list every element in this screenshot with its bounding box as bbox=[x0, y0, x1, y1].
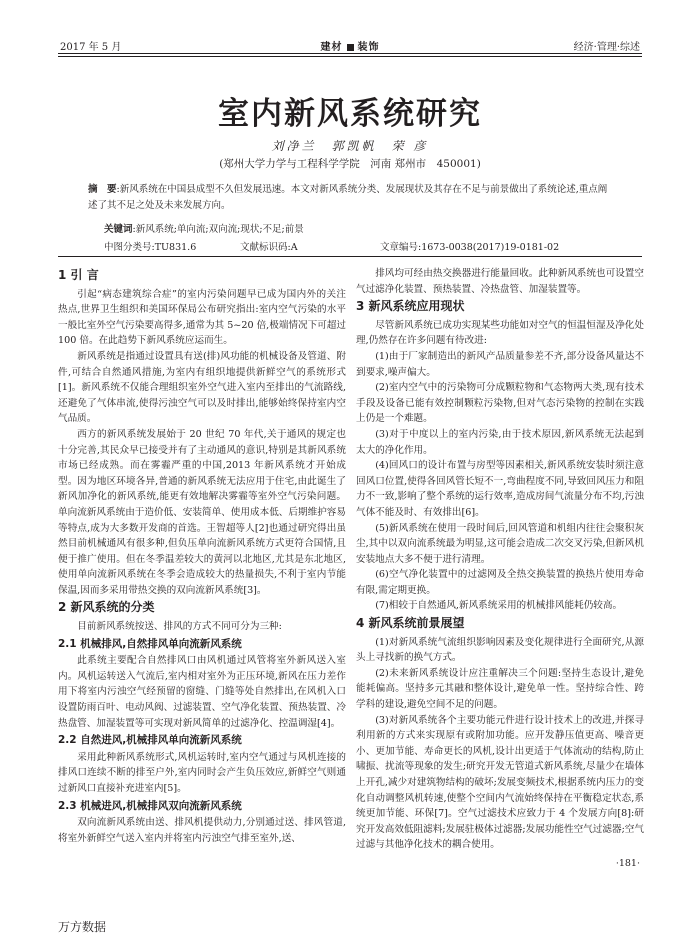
authors: 刘净兰 郭凯帆 荣 彦 bbox=[271, 139, 429, 153]
section-2-1-heading: 2.1 机械排风,自然排风单向流新风系统 bbox=[58, 637, 242, 650]
section-3-heading: 3 新风系统应用现状 bbox=[356, 299, 465, 314]
list-item: (3)对新风系统各个主要功能元件进行设计技术上的改进,并探寻利用新的方式来实现原有或附加功能。应开发静压值更高、噪音更小、更加节能、寿命更长的风机,设计出更适于气体流动的结构,防止啸振、扰流等现象的发生;研究开发无管道式新风系统,尽量少在墙体上开孔,减少对建筑物结构的破坏;发展变频技术,根据系统内压力的变化自动调整风机转速,使整个空间内气流始终保持在平衡稳定状态,系统更加节能、环保[7]。空气过滤技术应致力于 4 个发展方向[8]:研究开发高效低阻滤料;发展驻极体过滤器;发展功能性空气过滤器;空气过滤与其他净化技术的耦合使用。 bbox=[356, 714, 644, 851]
list-item: (7)相较于自然通风,新风系统采用的机械排风能耗仍较高。 bbox=[375, 600, 623, 612]
abstract-text: :新风系统在中国县成型不久但发展迅速。本文对新风系统分类、发展现状及其存在不足与前景做出了系统论述,重点阐述了其不足之处及未来发展方向。 bbox=[88, 184, 608, 211]
left-column bbox=[58, 266, 346, 846]
list-item: (6)空气净化装置中的过滤网及全热交换装置的换热片使用寿命有限,需定期更换。 bbox=[356, 569, 644, 596]
paragraph: 采用此种新风系统形式,风机运转时,室内空气通过与风机连接的排风口连续不断的排至户外,室内同时会产生负压效应,新鲜空气则通过新风口直接补充进室内[5]。 bbox=[58, 751, 346, 794]
journal-name-part-a: 建材 bbox=[320, 42, 343, 53]
header-rule-thin bbox=[58, 56, 642, 57]
paragraph: 排风均可经由热交换器进行能量回收。此种新风系统也可设置空气过滤净化装置、预热装置、冷热盘管、加湿装置等。 bbox=[356, 268, 644, 295]
paragraph: 目前新风系统按送、排风的方式不同可分为三种: bbox=[77, 621, 282, 633]
list-item: (4)回风口的设计布置与房型等因素相关,新风系统安装时须注意回风口位置,使得各回风管长短不一,弯曲程度不同,导致回风压力和阻力不一致,影响了整个系统的运行效率,造成房间气流量分布不均,污浊气体不能及时、有效排出[6]。 bbox=[356, 460, 644, 518]
paragraph: 此系统主要配合自然排风口由风机通过风管将室外新风送入室内。风机运转送入气流后,室内相对室外为正压环境,新风在压力差作用下将室内污浊空气经预留的窗缝、门缝等处自然排出,在风机入口设置防雨百叶、电动风阀、过滤装置、空气净化装置、预热装置、冷热盘管、加湿装置等可实现对新风简单的过滤净化、控温调湿[4]。 bbox=[58, 655, 346, 729]
section-4-heading: 4 新风系统前景展望 bbox=[356, 616, 465, 631]
keywords-label: 关键词 bbox=[104, 224, 133, 235]
journal-logo-square-icon bbox=[347, 44, 354, 51]
document-code: 文献标识码:A bbox=[240, 242, 298, 253]
abstract bbox=[88, 182, 612, 214]
footer-watermark: 万方数据 bbox=[58, 920, 107, 934]
section-2-heading: 2 新风系统的分类 bbox=[58, 600, 155, 615]
clc-number: 中图分类号:TU831.6 bbox=[104, 242, 197, 253]
section-1-heading: 1 引 言 bbox=[58, 268, 99, 282]
list-item: (2)未来新风系统设计应注重解决三个问题:坚持生态设计,避免能耗偏高。坚持多元其融和整体设计,避免单一性。坚持综合性、跨学科的建设,避免空间不足的问题。 bbox=[356, 667, 644, 711]
keywords-text: :新风系统;单向流;双向流;现状;不足;前景 bbox=[132, 224, 304, 235]
paragraph: 西方的新风系统发展始于 20 世纪 70 年代,关于通风的规定也十分完善,其民众早已接受并有了主动通风的意识,特别是其新风系统市场已经成熟。而在雾霾严重的中国,2013 年新风系统才开始成型。因为地区环境各异,普通的新风系统无法应用于住宅,由此诞生了新风加净化的新风系统,能更有效地解决雾霾等室外空气污染问题。单向流新风系统由于造价低、安装简单、使用成本低、后期维护容易等特点,成为大多数开发商的首选。王智超等人[2]也通过研究得出虽然目前机械通风有很多种,但负压单向流新风系统方式更符合国情,且便于推广使用。但在冬季温差较大的黄河以北地区,尤其是东北地区,使用单向流新风系统在冬季会造成较大的热量损失,不利于室内节能保温,因而多采用带热交换的双向流新风系统[3]。 bbox=[58, 428, 346, 596]
list-item: (2)室内空气中的污染物可分成颗粒物和气态物两大类,现有技术手段及设备已能有效控制颗粒污染物,但对气态污染物的控制在实践上仍是一个难题。 bbox=[356, 382, 644, 425]
keywords bbox=[104, 221, 304, 235]
affiliation: (郑州大学力学与工程科学学院 河南 郑州市 450001) bbox=[219, 158, 481, 170]
paragraph: 双向流新风系统由送、排风机提供动力,分别通过送、排风管道,将室外新鲜空气送入室内并将室内污浊空气排至室外,送、 bbox=[58, 817, 346, 844]
list-item: (5)新风系统在使用一段时间后,回风管道和机组内往往会聚积灰尘,其中以双向流系统最为明显,这可能会造成二次交叉污染,但新风机安装地点大多不便于进行清理。 bbox=[356, 522, 644, 565]
running-header-date: 2017 年 5 月 bbox=[60, 42, 122, 53]
paragraph: 尽管新风系统已成功实现某些功能如对空气的恒温恒湿及净化处理,仍然存在许多问题有待改进: bbox=[356, 319, 644, 347]
list-item: (3)对于中度以上的室内污染,由于技术原因,新风系统无法起到太大的净化作用。 bbox=[356, 428, 644, 456]
right-column bbox=[356, 266, 644, 853]
running-header-section: 经济·管理·综述 bbox=[573, 42, 640, 53]
page-number: ·181· bbox=[615, 858, 640, 869]
paper-title: 室内新风系统研究 bbox=[218, 96, 482, 132]
list-item: (1)对新风系统气流组织影响因素及变化规律进行全面研究,从源头上寻找新的换气方式。 bbox=[356, 636, 644, 664]
section-2-2-heading: 2.2 自然进风,机械排风单向流新风系统 bbox=[58, 734, 242, 747]
paragraph: 引起“病态建筑综合症”的室内污染问题早已成为国内外的关注热点,世界卫生组织和美国环保局公布研究指出:室内空气污染的水平一般比室外空气污染要高得多,通常为其 5~20 倍,极端情况下可超过 100 倍。在此趋势下新风系统应运而生。 bbox=[58, 288, 346, 347]
abstract-rule bbox=[58, 256, 642, 257]
article-number: 文章编号:1673-0038(2017)19-0181-02 bbox=[380, 242, 560, 253]
journal-name-part-b: 装饰 bbox=[357, 42, 380, 53]
section-2-3-heading: 2.3 机械进风,机械排风双向流新风系统 bbox=[58, 799, 242, 812]
list-item: (1)由于厂家制造出的新风产品质量参差不齐,部分设备风量达不到要求,噪声偏大。 bbox=[356, 350, 644, 378]
paragraph: 新风系统是指通过设置具有送(排)风功能的机械设备及管道、附件,可结合自然通风措施,为室内有组织地提供新鲜空气的系统形式[1]。新风系统不仅能合理组织室外空气进入室内至排出的气流路线,还避免了气体串流,使得污浊空气可以及时排出,能够始终保持室内空气品质。 bbox=[58, 350, 346, 425]
abstract-label: 摘 要 bbox=[88, 184, 117, 195]
header-rule bbox=[58, 53, 642, 54]
